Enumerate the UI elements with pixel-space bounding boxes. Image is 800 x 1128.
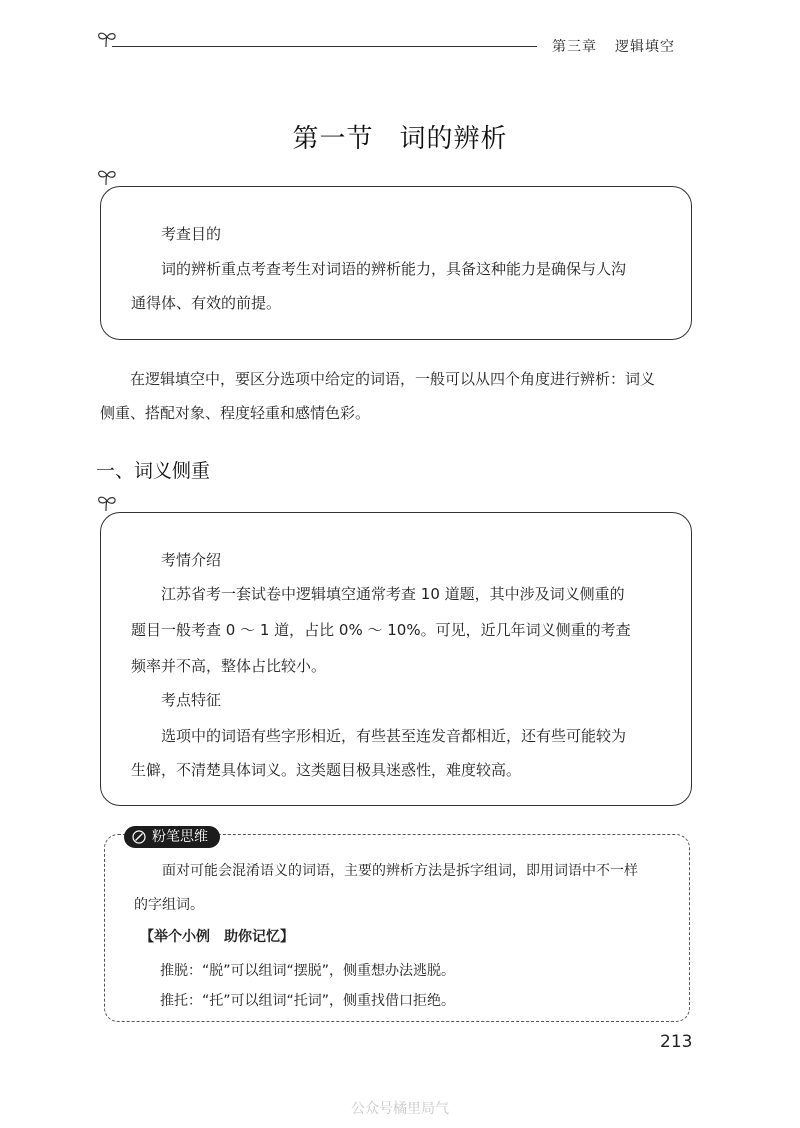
example-line: 推托：“托”可以组词“托词”，侧重找借口拒绝。 bbox=[160, 993, 456, 1009]
section-name: 词的辨析 bbox=[399, 124, 508, 154]
header-rule bbox=[112, 46, 537, 47]
exam-info-line: 江苏省考一套试卷中逻辑填空通常考查 10 道题，其中涉及词义侧重的 bbox=[161, 585, 625, 603]
running-header bbox=[552, 36, 675, 56]
subsection-heading: 一、词义侧重 bbox=[96, 460, 211, 482]
feature-line: 选项中的词语有些字形相近，有些甚至连发音都相近，还有些可能较为 bbox=[161, 727, 627, 745]
chapter-title: 逻辑填空 bbox=[615, 39, 675, 55]
example-line: 推脱：“脱”可以组词“摆脱”，侧重想办法逃脱。 bbox=[160, 963, 456, 979]
objective-text-line: 词的辨析重点考查考生对词语的辨析能力，具备这种能力是确保与人沟 bbox=[161, 260, 627, 278]
chalk-thinking-badge bbox=[124, 826, 220, 848]
objective-box bbox=[100, 186, 692, 340]
sprout-icon bbox=[96, 494, 118, 512]
exam-info-line: 题目一般考查 0 ～ 1 道，占比 0% ～ 10%。可见，近几年词义侧重的考查 bbox=[131, 621, 631, 639]
exam-info-label: 考情介绍 bbox=[161, 551, 222, 569]
objective-label: 考查目的 bbox=[161, 225, 222, 243]
intro-line: 侧重、搭配对象、程度轻重和感情色彩。 bbox=[100, 404, 371, 422]
intro-line: 在逻辑填空中，要区分选项中给定的词语，一般可以从四个角度进行辨析：词义 bbox=[130, 370, 656, 388]
section-number: 第一节 bbox=[292, 124, 374, 154]
chapter-number: 第三章 bbox=[552, 39, 597, 55]
chalk-line: 面对可能会混淆语义的词语，主要的辨析方法是拆字组词，即用词语中不一样 bbox=[162, 863, 638, 879]
section-title bbox=[0, 118, 800, 155]
feature-line: 生僻，不清楚具体词义。这类题目极具迷惑性，难度较高。 bbox=[131, 761, 522, 779]
sprout-icon bbox=[96, 168, 118, 186]
chalk-icon bbox=[132, 830, 146, 844]
example-title: 【举个小例 助你记忆】 bbox=[140, 929, 294, 945]
page-number: 213 bbox=[660, 1032, 693, 1052]
exam-info-box bbox=[100, 512, 692, 806]
feature-label: 考点特征 bbox=[161, 691, 222, 709]
objective-text-line: 通得体、有效的前提。 bbox=[131, 294, 282, 312]
watermark: 公众号橘里局气 bbox=[351, 1101, 449, 1117]
exam-info-line: 频率并不高，整体占比较小。 bbox=[131, 657, 327, 675]
chalk-badge-label: 粉笔思维 bbox=[152, 829, 208, 845]
chalk-line: 的字组词。 bbox=[134, 897, 204, 913]
